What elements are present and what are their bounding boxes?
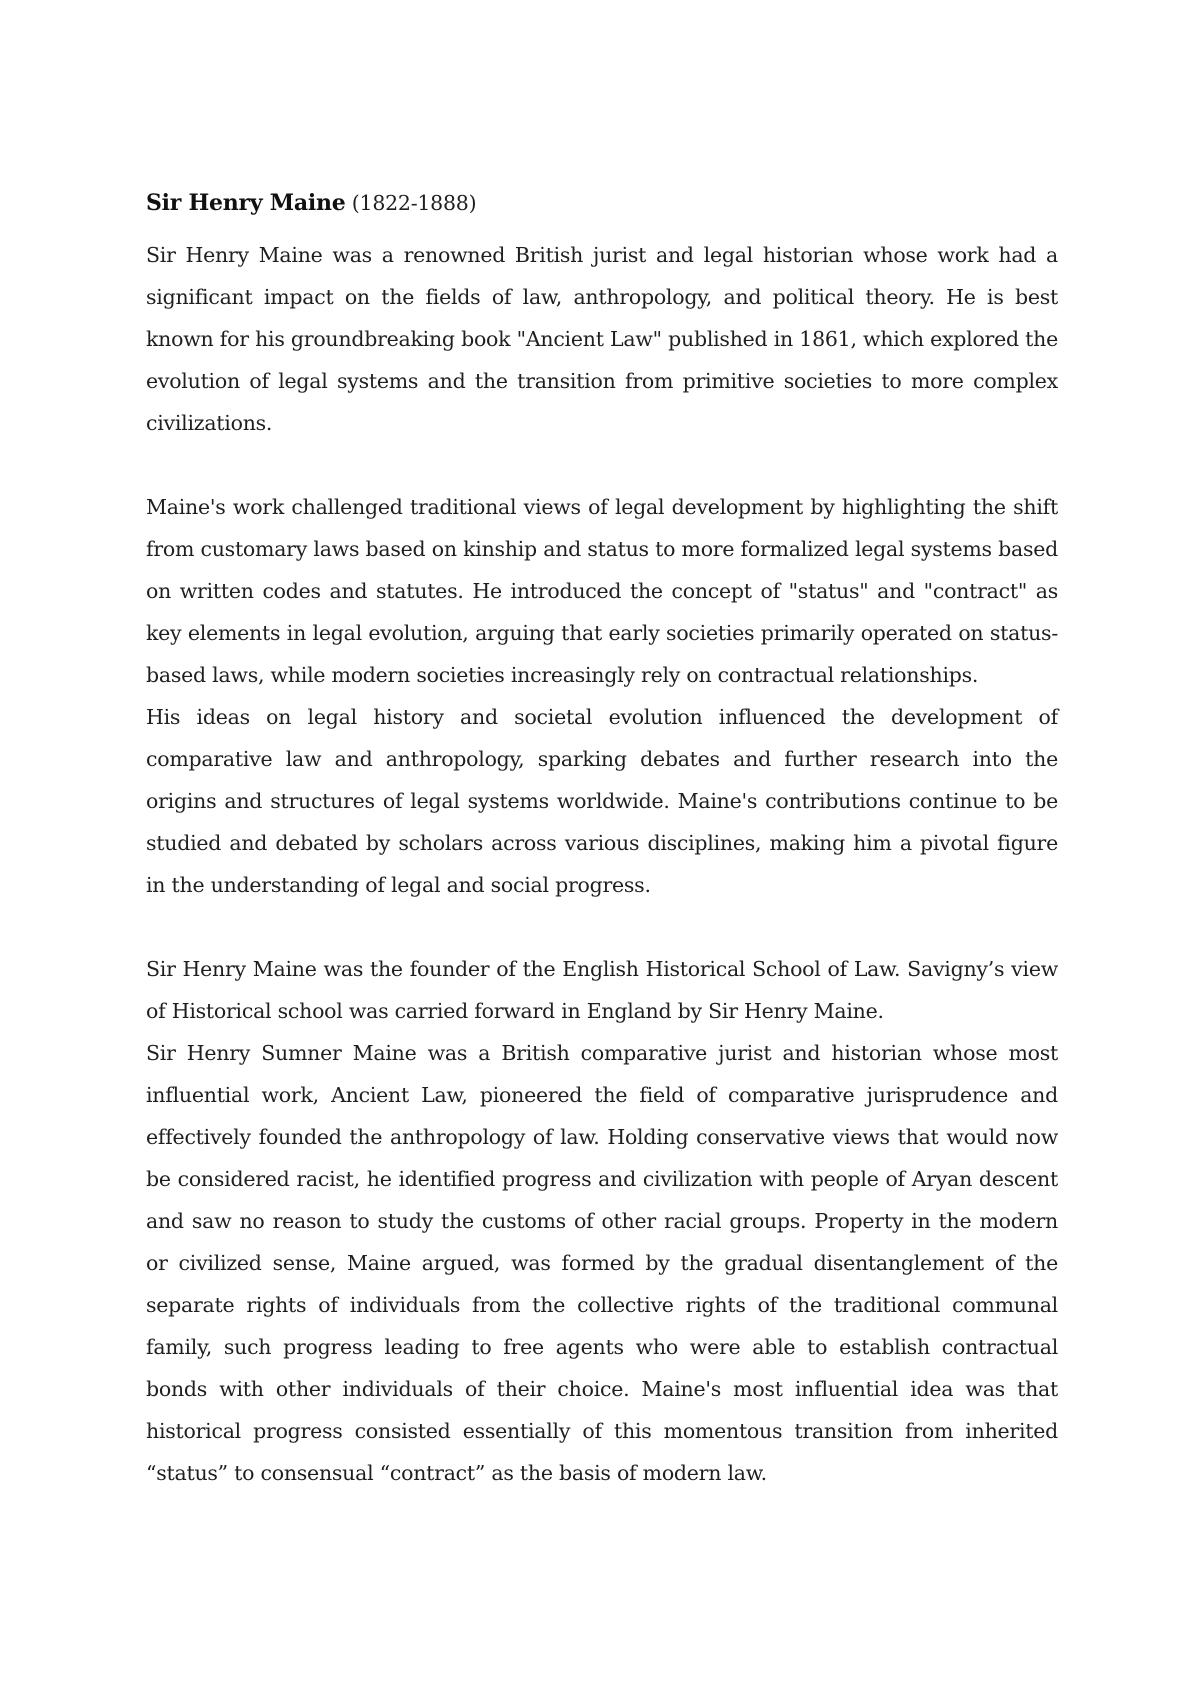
heading-dates: (1822-1888) (351, 191, 477, 215)
paragraph-3: His ideas on legal history and societal evolution influenced the development of comparative law and anthropology, sparking debates and further research into the origins and structures of legal systems worldwide. Maine's contributions continue to be studied and debated by scholars across various disciplines, making him a pivotal figure in the understanding of legal and social progress. (146, 705, 1058, 897)
paragraph-4: Sir Henry Maine was the founder of the English Historical School of Law. Savigny’s view of Historical school was carried forward in England by Sir Henry Maine. (146, 957, 1058, 1023)
heading-name: Sir Henry Maine (146, 190, 346, 216)
paragraph-2: Maine's work challenged traditional views of legal development by highlighting the shift from customary laws based on kinship and status to more formalized legal systems based on written codes and statutes. He introduced the concept of "status" and "contract" as key elements in legal evolution, arguing that early societies primarily operated on status-based laws, while modern societies increasingly rely on contractual relationships. (146, 495, 1058, 687)
document-heading (146, 182, 1058, 224)
paragraph-5: Sir Henry Sumner Maine was a British comparative jurist and historian whose most influential work, Ancient Law, pioneered the field of comparative jurisprudence and effectively founded the anthropology of law. Holding conservative views that would now be considered racist, he identified progress and civilization with people of Aryan descent and saw no reason to study the customs of other racial groups. Property in the modern or civilized sense, Maine argued, was formed by the gradual disentanglement of the separate rights of individuals from the collective rights of the traditional communal family, such progress leading to free agents who were able to establish contractual bonds with other individuals of their choice. Maine's most influential idea was that historical progress consisted essentially of this momentous transition from inherited “status” to consensual “contract” as the basis of modern law. (146, 1041, 1058, 1485)
paragraph-1: Sir Henry Maine was a renowned British jurist and legal historian whose work had a significant impact on the fields of law, anthropology, and political theory. He is best known for his groundbreaking book "Ancient Law" published in 1861, which explored the evolution of legal systems and the transition from primitive societies to more complex civilizations. (146, 243, 1058, 435)
document-body (146, 182, 1058, 1494)
